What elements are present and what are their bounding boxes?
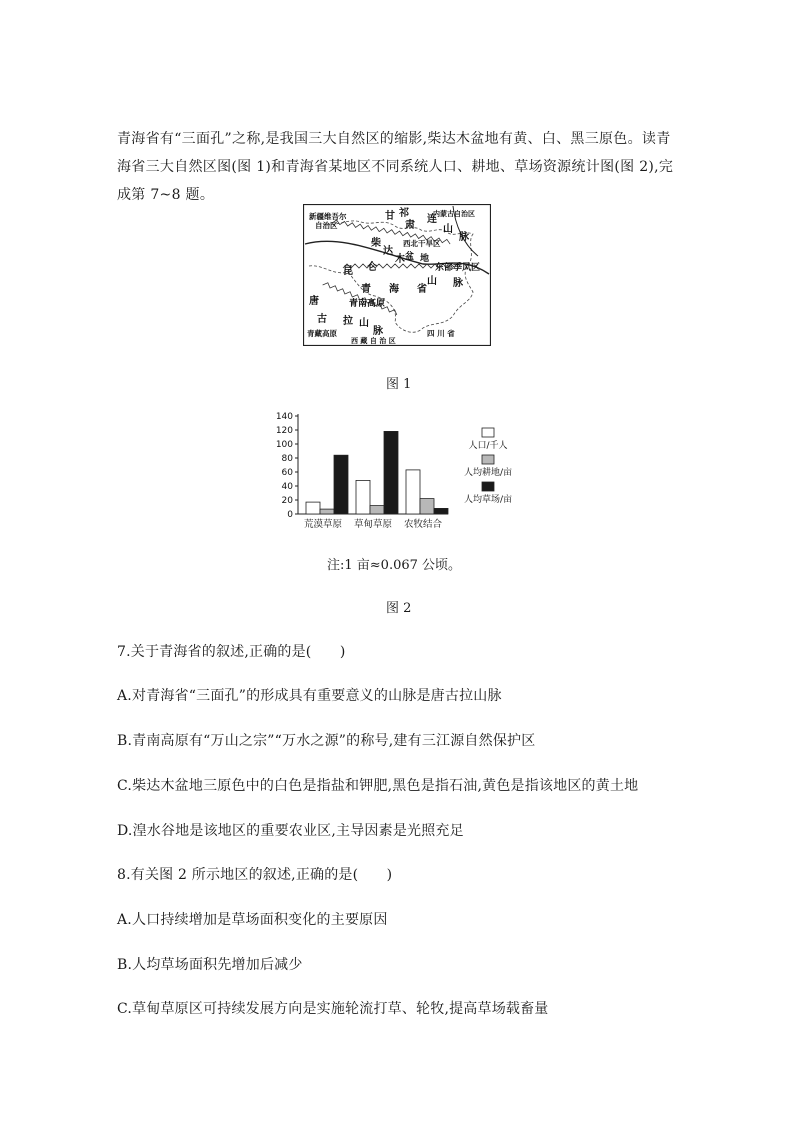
label-lian: 连 (427, 214, 437, 225)
figure2-caption: 图 2 (386, 601, 412, 616)
y-tick-label: 20 (281, 496, 293, 506)
label-qing: 青 (361, 284, 371, 295)
label-da: 达 (383, 246, 393, 257)
y-tick-label: 120 (275, 426, 293, 436)
label-tanggula-shan: 山 (359, 318, 369, 329)
q8-stem: 8.有关图 2 所示地区的叙述,正确的是( ) (117, 867, 393, 883)
y-tick-label: 60 (281, 468, 293, 478)
y-tick-label: 100 (275, 440, 293, 450)
figure2-note: 注:1 亩≈0.067 公顷。 (327, 558, 462, 573)
label-la: 拉 (343, 316, 353, 327)
legend-swatch (482, 428, 494, 437)
bar (370, 506, 384, 514)
figure2-chart (272, 408, 537, 536)
label-neimenggu: 内蒙古自治区 (433, 210, 475, 218)
bar (434, 508, 448, 514)
x-category-label: 荒漠草原 (303, 519, 343, 530)
label-su: 肃 (405, 220, 415, 231)
label-xibei: 西北干旱区 (403, 239, 441, 248)
label-kun: 昆 (343, 266, 353, 277)
legend-swatch (482, 482, 494, 491)
q7-option-a: A.对青海省“三面孔”的形成具有重要意义的山脉是唐古拉山脉 (117, 688, 502, 704)
bar (356, 480, 370, 514)
label-shan: 山 (443, 224, 453, 235)
q7-option-c: C.柴达木盆地三原色中的白色是指盐和钾肥,黑色是指石油,黄色是指该地区的黄土地 (117, 778, 639, 794)
label-dongbu: 东部季风区 (435, 263, 481, 273)
legend-label: 人均草场/亩 (463, 495, 513, 505)
label-di: 地 (420, 254, 430, 264)
label-tanggula-mai: 脉 (373, 326, 383, 337)
label-tang: 唐 (309, 296, 319, 307)
bar (320, 509, 334, 514)
label-gu: 古 (317, 314, 327, 325)
q8-option-c: C.草甸草原区可持续发展方向是实施轮流打草、轮牧,提高草场载畜量 (117, 1001, 549, 1017)
y-tick-label: 0 (287, 510, 293, 520)
q7-option-d: D.湟水谷地是该地区的重要农业区,主导因素是光照充足 (117, 823, 464, 839)
q7-stem: 7.关于青海省的叙述,正确的是( ) (117, 644, 346, 660)
legend-label: 人口/千人 (468, 441, 508, 451)
legend-swatch (482, 455, 494, 464)
x-category-label: 草甸草原 (353, 519, 393, 530)
bar (406, 470, 420, 514)
q8-option-a: A.人口持续增加是草场面积变化的主要原因 (117, 912, 388, 928)
figure1-caption: 图 1 (386, 377, 412, 392)
label-chai: 柴 (371, 238, 381, 249)
label-qingnan: 青南高原 (349, 299, 386, 309)
label-xinjiang-2: 自治区 (315, 221, 338, 230)
label-kunlun-shan: 山 (427, 276, 437, 287)
x-category-label: 农牧结合 (403, 519, 443, 530)
q7-option-b: B.青南高原有“万山之宗”“万水之源”的称号,建有三江源自然保护区 (117, 733, 536, 749)
y-tick-label: 140 (275, 412, 293, 422)
label-sichuan: 四 川 省 (427, 329, 455, 338)
legend-label: 人均耕地/亩 (463, 468, 513, 478)
q8-option-b: B.人均草场面积先增加后减少 (117, 957, 303, 973)
bar (384, 431, 398, 514)
map-svg (303, 204, 491, 346)
chart-svg (272, 408, 537, 536)
label-kunlun-mai: 脉 (453, 278, 463, 289)
label-qi: 祁 (399, 208, 409, 219)
label-pen: 盆 (405, 252, 415, 262)
bar (306, 502, 320, 514)
bar (334, 455, 348, 514)
label-lun: 仑 (367, 262, 377, 273)
y-tick-label: 80 (281, 454, 293, 464)
intro-paragraph: 青海省有“三面孔”之称,是我国三大自然区的缩影,柴达木盆地有黄、白、黑三原色。读青海省三大自然区图(图 1)和青海省某地区不同系统人口、耕地、草场资源统计图(图 2),完成第 7~8 题。 (117, 131, 674, 203)
bar (420, 499, 434, 514)
y-tick-label: 40 (281, 482, 293, 492)
label-hai: 海 (389, 284, 399, 295)
label-xinjiang: 新疆维吾尔 (309, 212, 347, 221)
label-mai: 脉 (459, 232, 469, 243)
figure1-map (303, 204, 491, 346)
label-sheng: 省 (417, 284, 427, 295)
label-qingzang: 青藏高原 (307, 329, 337, 338)
label-xizang: 西 藏 自 治 区 (351, 337, 396, 345)
label-mu: 木 (395, 254, 405, 265)
label-gan: 甘 (385, 211, 395, 222)
